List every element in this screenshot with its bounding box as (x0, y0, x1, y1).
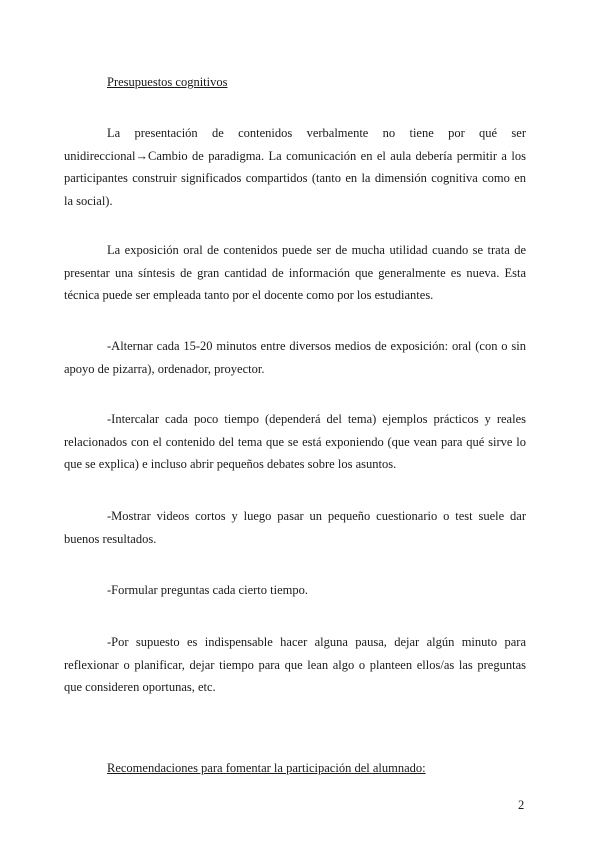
paragraph-alternar: -Alternar cada 15-20 minutos entre diversos medios de exposición: oral (con o sin apoyo de pizarra), ordenador, proyector. (64, 339, 526, 376)
section-heading-recomendaciones: Recomendaciones para fomentar la participación del alumnado: (107, 761, 426, 775)
paragraph-presentacion: La presentación de contenidos verbalmente no tiene por qué ser unidireccional→Cambio de paradigma. La comunicación en el aula debería permitir a los participantes construir significados compartidos (tanto en la dimensión cognitiva como en la social). (64, 126, 526, 208)
page-number: 2 (518, 798, 525, 812)
paragraph-intercalar: -Intercalar cada poco tiempo (dependerá del tema) ejemplos prácticos y reales relacionados con el contenido del tema que se está exponiendo (que vean para qué sirve lo que se explica) e incluso abrir pequeños debates sobre los asuntos. (64, 412, 526, 471)
paragraph-formular-preguntas: -Formular preguntas cada cierto tiempo. (107, 583, 308, 597)
paragraph-pausa: -Por supuesto es indispensable hacer alguna pausa, dejar algún minuto para reflexionar o planificar, dejar tiempo para que lean algo o planteen ellos/as las preguntas que consideren oportunas, etc. (64, 635, 526, 694)
paragraph-mostrar-videos: -Mostrar videos cortos y luego pasar un pequeño cuestionario o test suele dar buenos resultados. (64, 509, 526, 546)
section-heading-presupuestos: Presupuestos cognitivos (107, 75, 228, 89)
paragraph-exposicion-oral: La exposición oral de contenidos puede ser de mucha utilidad cuando se trata de presentar una síntesis de gran cantidad de información que generalmente es nueva. Esta técnica puede ser empleada tanto por el docente como por los estudiantes. (64, 243, 526, 302)
